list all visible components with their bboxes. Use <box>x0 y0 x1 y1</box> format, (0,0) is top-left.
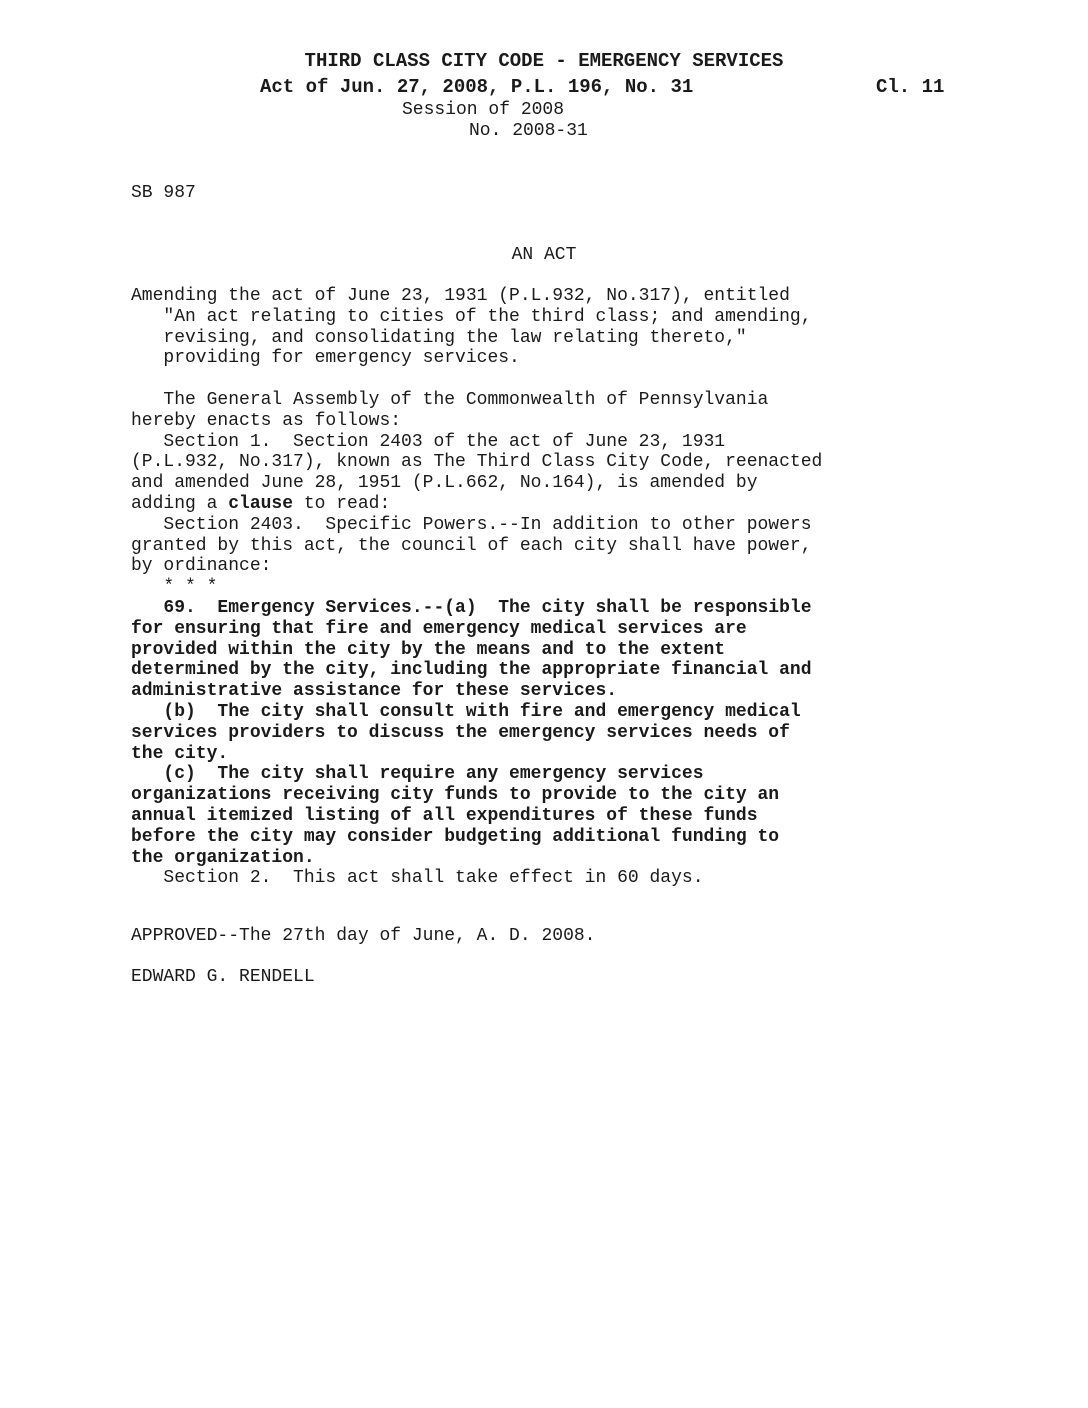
omission-marks: * * * <box>131 577 218 598</box>
clause-69-line: the city. <box>131 743 229 764</box>
clause-69-line: administrative assistance for these services. <box>131 681 618 702</box>
section-1-text: to read: <box>293 493 391 514</box>
clause-word: clause <box>228 493 294 514</box>
section-2403-line: granted by this act, the council of each city shall have power, <box>131 535 812 556</box>
clause-69-line: before the city may consider budgeting additional funding to <box>131 826 780 847</box>
clause-69-line: (b) The city shall consult with fire and emergency medical <box>131 701 801 722</box>
section-1-text: adding a <box>131 493 229 514</box>
clause-69-line: services providers to discuss the emergency services needs of <box>131 722 790 743</box>
document-title: THIRD CLASS CITY CODE - EMERGENCY SERVICES <box>304 50 784 72</box>
clause-69 <box>131 598 971 868</box>
section-2403-line: by ordinance: <box>131 556 272 577</box>
session-year: Session of 2008 <box>402 100 565 120</box>
preamble-line: Amending the act of June 23, 1931 (P.L.932, No.317), entitled <box>131 286 790 306</box>
act-number: No. 2008-31 <box>469 121 588 141</box>
clause-69-line: annual itemized listing of all expenditures of these funds <box>131 805 758 826</box>
clause-69-line: determined by the city, including the appropriate financial and <box>131 660 812 681</box>
enacting-clause <box>131 390 971 432</box>
section-2: Section 2. This act shall take effect in 60 days. <box>131 868 704 889</box>
clause-69-line: provided within the city by the means and to the extent <box>131 639 726 660</box>
section-2403-line: Section 2403. Specific Powers.--In addition to other powers <box>131 514 812 535</box>
preamble-line: revising, and consolidating the law relating thereto," <box>131 327 747 348</box>
clause-69-line: (c) The city shall require any emergency services <box>131 764 704 785</box>
clause-69-line: organizations receiving city funds to provide to the city an <box>131 785 780 806</box>
preamble-line: providing for emergency services. <box>131 348 520 369</box>
enacting-line: hereby enacts as follows: <box>131 410 402 431</box>
preamble <box>131 286 971 369</box>
act-body <box>131 286 971 889</box>
act-heading: AN ACT <box>511 245 577 265</box>
section-2403 <box>131 515 971 598</box>
clause-69-line: 69. Emergency Services.--(a) The city shall be responsible <box>131 597 812 618</box>
enacting-line: The General Assembly of the Commonwealth of Pennsylvania <box>131 389 769 410</box>
clause-69-line: the organization. <box>131 847 315 868</box>
class-number: Cl. 11 <box>876 76 945 98</box>
paragraph-gap <box>131 369 971 390</box>
section-1-line: Section 1. Section 2403 of the act of June 23, 1931 <box>131 431 726 452</box>
approval-line: APPROVED--The 27th day of June, A. D. 2008. <box>131 926 596 946</box>
act-citation: Act of Jun. 27, 2008, P.L. 196, No. 31 <box>260 76 694 98</box>
signer-name: EDWARD G. RENDELL <box>131 967 315 987</box>
section-1-line: (P.L.932, No.317), known as The Third Class City Code, reenacted <box>131 452 823 473</box>
section-1-line: and amended June 28, 1951 (P.L.662, No.164), is amended by <box>131 473 758 494</box>
section-1-line <box>131 494 971 515</box>
preamble-line: "An act relating to cities of the third class; and amending, <box>131 306 812 327</box>
clause-69-line: for ensuring that fire and emergency medical services are <box>131 618 747 639</box>
bill-number: SB 987 <box>131 183 196 203</box>
section-1 <box>131 432 971 515</box>
